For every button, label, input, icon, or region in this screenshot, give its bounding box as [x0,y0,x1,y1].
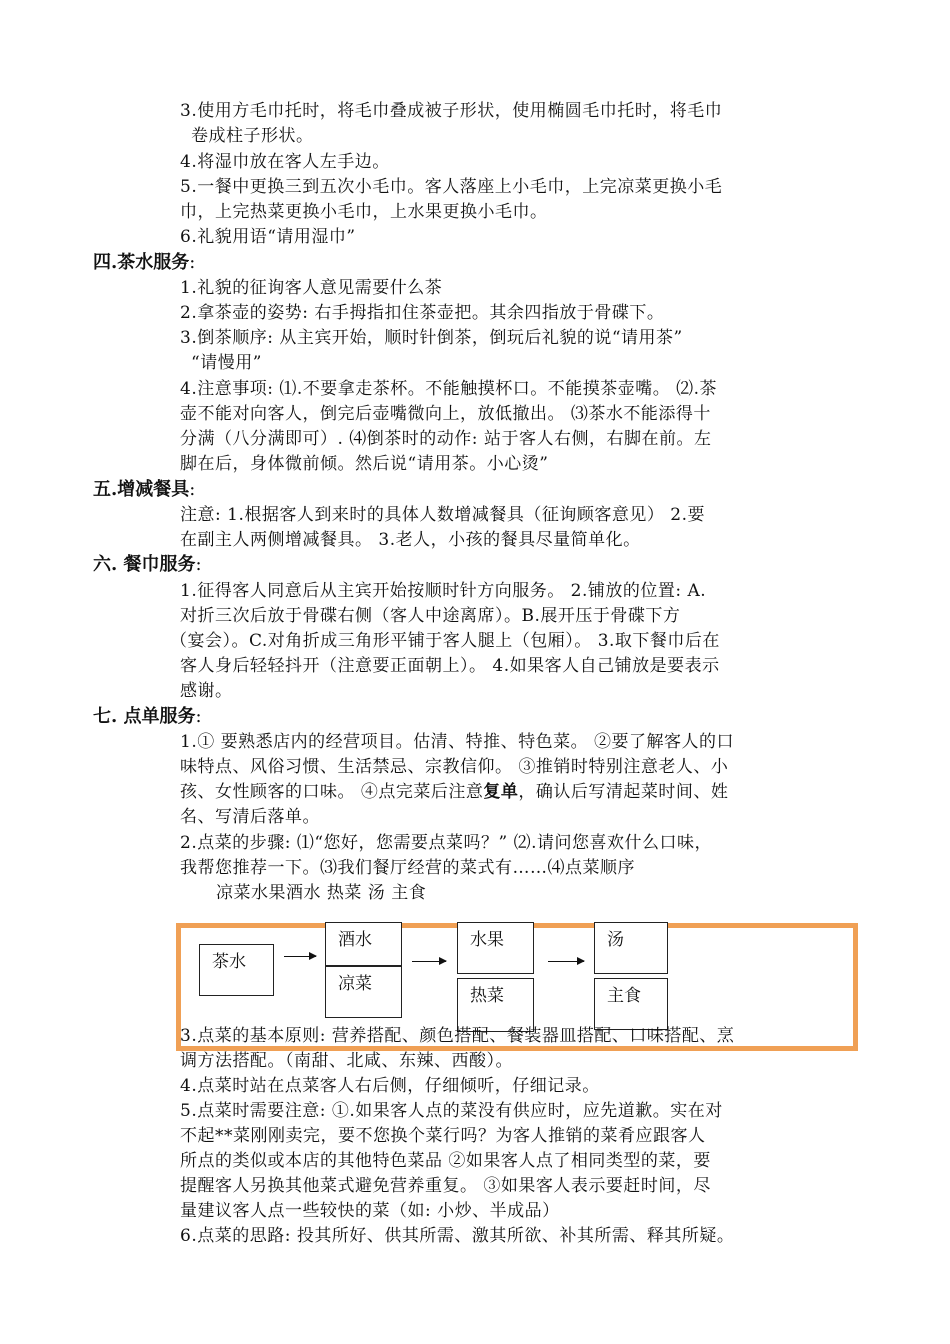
tea-item-3-line2: “请慢用” [191,353,262,373]
ordering-line8: 3.点菜的基本原则: 营养搭配、颜色搭配、餐装器皿搭配、口味搭配、烹 [180,1026,735,1046]
tea-item-1: 1.礼貌的征询客人意见需要什么茶 [180,278,443,298]
tea-item-4-line2: 壶不能对向客人，倒完后壶嘴微向上，放低撤出。 ⑶茶水不能添得十 [180,404,711,424]
ordering-line13: 所点的类似或本店的其他特色菜品 ②如果客人点了相同类型的菜，要 [180,1151,711,1171]
flow-arrow-2 [412,961,446,962]
napkin-line5: 感谢。 [180,681,233,701]
towel-item-5-line1: 5.一餐中更换三到五次小毛巾。客人落座上小毛巾，上完凉菜更换小毛 [180,177,723,197]
ordering-line16: 6.点菜的思路: 投其所好、供其所需、激其所欲、补其所需、释其所疑。 [180,1226,735,1246]
ordering-line11: 5.点菜时需要注意: ①.如果客人点的菜没有供应时，应先道歉。实在对 [180,1101,723,1121]
section-heading-tableware: 五.增减餐具: [93,479,196,500]
tea-item-4-line1: 4.注意事项: ⑴.不要拿走茶杯。不能触摸杯口。不能摸茶壶嘴。 ⑵.茶 [180,379,718,399]
towel-item-5-line2: 巾，上完热菜更换小毛巾，上水果更换小毛巾。 [180,202,548,222]
ordering-line10: 4.点菜时站在点菜客人右后侧，仔细倾听，仔细记录。 [180,1076,600,1096]
ordering-line5: 2.点菜的步骤: ⑴“您好，您需要点菜吗？” ⑵.请问您喜欢什么口味， [180,833,713,853]
towel-item-3-line1: 3.使用方毛巾托时，将毛巾叠成被子形状，使用椭圆毛巾托时，将毛巾 [180,101,723,121]
ordering-line2: 味特点、风俗习惯、生活禁忌、宗教信仰。 ③推销时特别注意老人、小 [180,757,729,777]
napkin-line2: 对折三次后放于骨碟右侧（客人中途离席）。B.展开压于骨碟下方 [180,606,681,626]
napkin-line4: 客人身后轻轻抖开（注意要正面朝上）。 4.如果客人自己铺放是要表示 [180,656,720,676]
flow-box-staple: 主食 [594,978,668,1030]
section-heading-ordering: 七. 点单服务: [93,706,202,727]
ordering-line15: 量建议客人点一些较快的菜（如: 小炒、半成品） [180,1201,560,1221]
flow-box-drinks: 酒水 [325,922,402,966]
tea-item-3-line1: 3.倒茶顺序: 从主宾开始，顺时针倒茶，倒玩后礼貌的说“请用茶” [180,328,683,348]
recheck-order-emphasis: 复单 [483,782,519,802]
towel-item-4: 4.将湿巾放在客人左手边。 [180,152,390,172]
flow-box-cold-dishes: 凉菜 [325,966,402,1018]
napkin-line3: （宴会）。C.对角折成三角形平铺于客人腿上（包厢）。 3.取下餐巾后在 [170,631,720,651]
ordering-line14: 提醒客人另换其他菜式避免营养重复。 ③如果客人表示要赶时间，尽 [180,1176,711,1196]
tea-item-4-line4: 脚在后，身体微前倾。然后说“请用茶。小心烫” [180,454,549,474]
napkin-line1: 1.征得客人同意后从主宾开始按顺时针方向服务。 2.铺放的位置: A. [180,581,707,601]
flow-box-fruit: 水果 [457,922,534,974]
ordering-line9: 调方法搭配。（南甜、北咸、东辣、西酸）。 [180,1051,513,1071]
flow-box-hot-dishes: 热菜 [457,978,534,1032]
ordering-line4: 名、写清后落单。 [180,807,320,827]
ordering-line3: 孩、女性顾客的口味。 ④点完菜后注意复单，确认后写清起菜时间、姓 [180,782,729,802]
towel-item-3-line2: 卷成柱子形状。 [191,126,314,146]
tableware-note-line1: 注意: 1.根据客人到来时的具体人数增减餐具（征询顾客意见） 2.要 [180,505,705,525]
flow-arrow-1 [284,956,316,957]
ordering-line12: 不起**菜刚刚卖完，要不您换个菜行吗？为客人推销的菜肴应跟客人 [180,1126,706,1146]
flow-box-soup: 汤 [594,922,668,974]
section-heading-napkin: 六. 餐巾服务: [93,554,202,575]
ordering-line1: 1.① 要熟悉店内的经营项目。估清、特推、特色菜。 ②要了解客人的口 [180,732,735,752]
tea-item-4-line3: 分满（八分满即可）. ⑷倒茶时的动作: 站于客人右侧，右脚在前。左 [180,429,712,449]
ordering-line6: 我帮您推荐一下。⑶我们餐厅经营的菜式有……⑷点菜顺序 [180,858,635,878]
tea-item-2: 2.拿茶壶的姿势: 右手拇指扣住茶壶把。其余四指放于骨碟下。 [180,303,665,323]
section-heading-tea-service: 四.茶水服务: [93,252,196,273]
flow-arrow-3 [548,961,584,962]
towel-item-6: 6.礼貌用语“请用湿巾” [180,227,356,247]
flow-box-tea: 茶水 [199,944,274,996]
ordering-sequence: 凉菜水果酒水 热菜 汤 主食 [216,883,427,903]
tableware-note-line2: 在副主人两侧增减餐具。 3.老人，小孩的餐具尽量简单化。 [180,530,641,550]
